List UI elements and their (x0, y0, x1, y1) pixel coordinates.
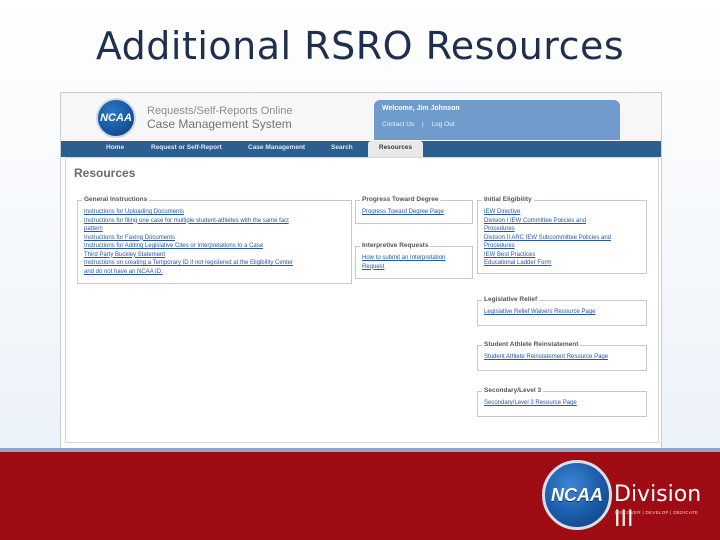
legislative-relief-title: Legislative Relief (484, 296, 538, 303)
log-out-link[interactable]: Log Out (431, 121, 455, 128)
division-i-iew-policies-link-cont[interactable]: Procedures (484, 226, 515, 232)
multiple-student-athletes-link[interactable]: Instructions for filing one case for multiple student-athletes with the same fact (84, 217, 289, 224)
nav-search[interactable]: Search (331, 144, 353, 151)
interpretation-request-link[interactable]: How to submit an Interpretation (362, 255, 446, 261)
welcome-panel (374, 100, 620, 140)
legislative-relief-waivers-link[interactable]: Legislative Relief Waivers Resource Page (484, 309, 596, 315)
page-heading: Resources (74, 166, 136, 180)
division-i-iew-policies-link[interactable]: Division I IEW Committee Policies and (484, 217, 587, 224)
welcome-text: Welcome, Jim Johnson (382, 105, 460, 112)
legislative-relief-box (477, 296, 647, 326)
reinstatement-title: Student Athlete Reinstatement (484, 341, 579, 348)
iew-best-practices-link[interactable]: IEW Best Practices (484, 251, 536, 258)
division-label: Division III (614, 482, 702, 532)
buckley-statement-link[interactable]: Third Party Buckley Statement (84, 251, 166, 258)
link-separator: | (421, 121, 424, 128)
reinstatement-box (477, 341, 647, 371)
slide-title: Additional RSRO Resources (95, 24, 625, 68)
temporary-id-link-cont[interactable]: and do not have an NCAA ID. (84, 268, 163, 275)
secondary-level3-title: Secondary/Level 3 (484, 387, 542, 394)
uploading-documents-link[interactable]: Instructions for Uploading Documents (84, 209, 185, 215)
legislative-cites-link[interactable]: Instructions for Adding Legislative Cites or Interpretations to a Case (84, 243, 264, 249)
initial-eligibility-title: Initial Eligibility (484, 196, 532, 203)
secondary-level3-box (477, 387, 647, 417)
app-name (147, 105, 293, 131)
user-links (382, 121, 461, 128)
progress-toward-degree-title: Progress Toward Degree (362, 196, 439, 203)
progress-toward-degree-link[interactable]: Progress Toward Degree Page (362, 209, 444, 215)
resources-content (65, 157, 659, 443)
reinstatement-resource-link[interactable]: Student Athlete Reinstatement Resource Page (484, 354, 609, 360)
general-instructions-title: General Instructions (84, 196, 148, 203)
main-nav (61, 141, 661, 157)
nav-resources-tab[interactable]: Resources (368, 141, 423, 157)
multiple-student-athletes-link-cont[interactable]: pattern (84, 226, 103, 232)
contact-us-link[interactable]: Contact Us (382, 121, 415, 128)
ncaa-logo-icon: NCAA (96, 98, 136, 138)
initial-eligibility-box (477, 196, 647, 274)
nav-case-management[interactable]: Case Management (248, 144, 306, 151)
nav-home[interactable]: Home (106, 144, 125, 151)
secondary-level3-link[interactable]: Secondary/Level 3 Resource Page (484, 400, 577, 406)
app-header (61, 93, 661, 141)
interpretive-requests-box (355, 242, 473, 279)
nav-request-self-report[interactable]: Request or Self-Report (151, 144, 222, 151)
educational-ladder-form-link[interactable]: Educational Ladder Form (484, 260, 552, 266)
general-instructions-box (77, 196, 352, 284)
app-name-line2: Case Management System (147, 117, 292, 131)
iew-directive-link[interactable]: IEW Directive (484, 209, 521, 215)
ncaa-brand-logo-icon: NCAA (542, 460, 612, 530)
faxing-documents-link[interactable]: Instructions for Faxing Documents (84, 234, 176, 241)
progress-toward-degree-box (355, 196, 473, 224)
interpretation-request-link-cont[interactable]: Request (362, 263, 385, 270)
app-name-line1: Requests/Self-Reports Online (147, 105, 293, 117)
division-ii-arc-policies-link[interactable]: Division II ARC IEW Subcommittee Policies and (484, 234, 612, 241)
division-ii-arc-policies-link-cont[interactable]: Procedures (484, 243, 515, 249)
temporary-id-link[interactable]: Instructions on creating a Temporary ID if not registered at the Eligibility Center (84, 260, 293, 266)
interpretive-requests-title: Interpretive Requests (362, 242, 429, 249)
brand-tagline: DISCOVER | DEVELOP | DEDICATE (615, 510, 699, 515)
rsro-screenshot (60, 92, 662, 449)
